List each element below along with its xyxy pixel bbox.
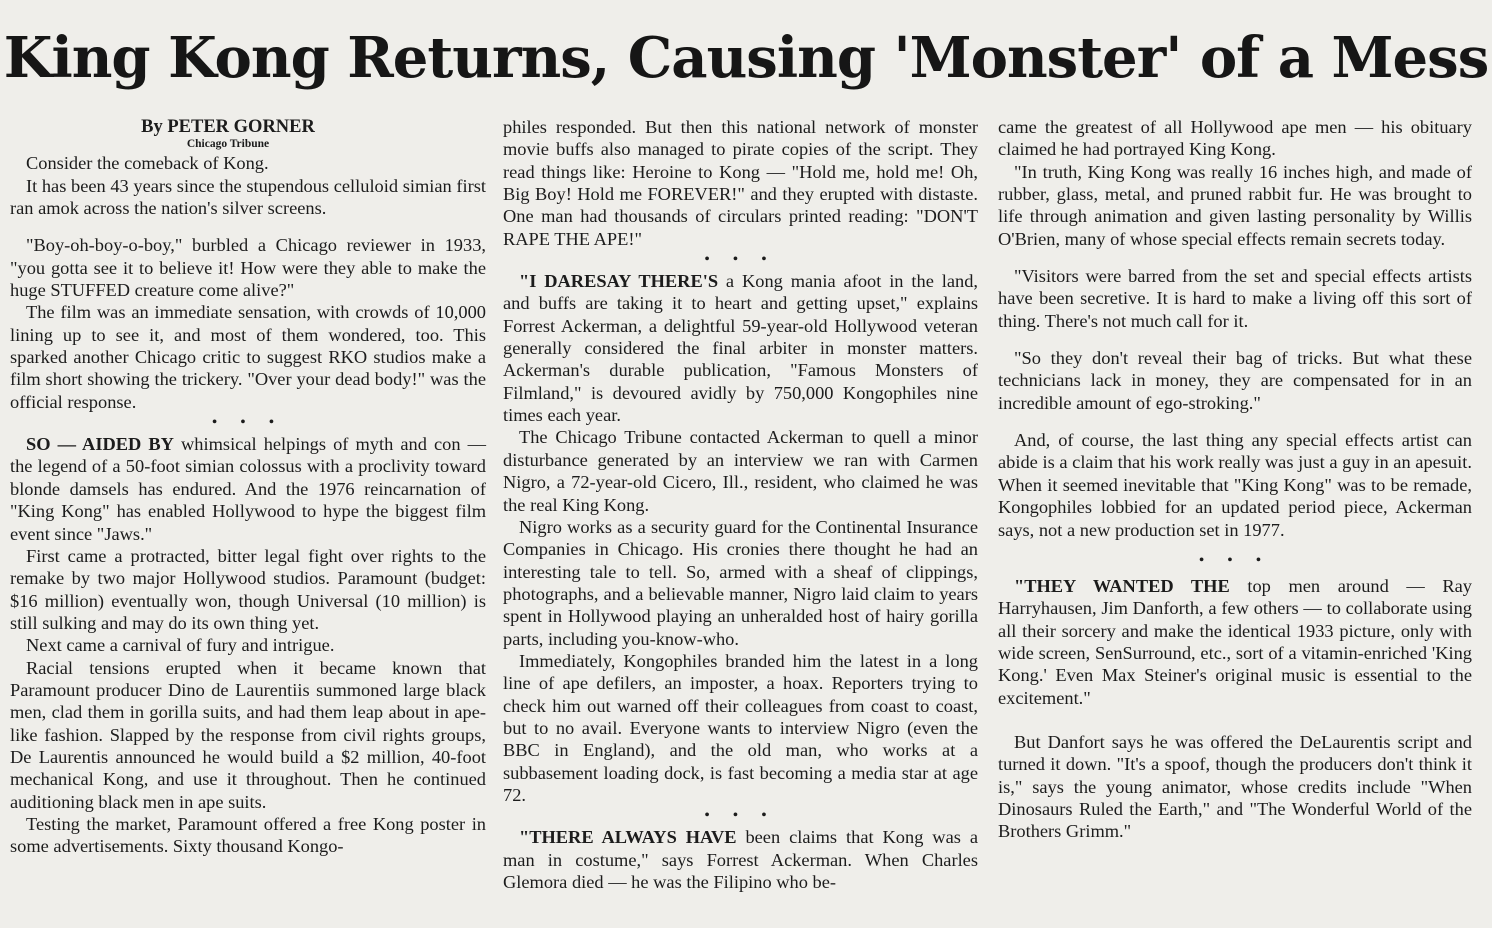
paragraph: It has been 43 years since the stupendous celluloid simian first ran amok across the nation's silver screens. <box>10 175 486 219</box>
paragraph: Nigro works as a security guard for the Continental Insurance Companies in Chicago. His cronies there thought he had an interesting tale to tell. So, armed with a sheaf of clippings, photographs, and a believable manner, Nigro laid claim to years spent in Hollywood playing an unheralded host of hairy gorilla parts, including you-know-who. <box>503 516 978 649</box>
byline: By PETER GORNER <box>141 117 315 137</box>
paragraph: Testing the market, Paramount offered a free Kong poster in some advertisements. Sixty thousand Kongo- <box>10 813 486 857</box>
paragraph: First came a protracted, bitter legal fight over rights to the remake by two major Hollywood studios. Paramount (budget: $16 million) eventually won, though Universal (10 million) is still sulking and may do its own thing yet. <box>10 545 486 633</box>
paragraph-body: whimsical helpings of myth and con — the legend of a 50-foot simian colossus with a proclivity toward blonde damsels has endured. And the 1976 reincarnation of "King Kong" has enabled Hollywood to hype the biggest film event since "Jaws." <box>10 434 487 544</box>
section-separator: • • • <box>704 808 777 824</box>
paragraph <box>10 433 486 545</box>
paragraph: And, of course, the last thing any special effects artist can abide is a claim that his work really was just a guy in an apesuit. When it seemed inevitable that "King Kong" was to be remade, Kongophiles lobbied for an updated period piece, Ackerman says, not a new production set in 1977. <box>998 430 1472 540</box>
paragraph: Racial tensions erupted when it became known that Paramount producer Dino de Laurentiis summoned large black men, clad them in gorilla suits, and had them leap about in ape-like fashion. Slapped by the response from civil rights groups, De Laurentis announced he would build a $2 million, 40-foot mechanical Kong, and use it throughout. Then he continued auditioning black men in ape suits. <box>10 657 486 812</box>
paragraph-lead-in: "THERE ALWAYS HAVE <box>519 827 737 848</box>
paragraph: came the greatest of all Hollywood ape men — his obituary claimed he had portrayed King Kong. <box>998 117 1472 160</box>
paragraph <box>998 575 1472 709</box>
paragraph: Consider the comeback of Kong. <box>26 153 269 174</box>
paragraph: "In truth, King Kong was really 16 inches high, and made of rubber, glass, metal, and pruned rabbit fur. He was brought to life through animation and given lasting personality by Willis O'Brien, many of whose special effects remain secrets today. <box>998 161 1472 249</box>
paragraph: Immediately, Kongophiles branded him the latest in a long line of ape defilers, an imposter, a hoax. Reporters trying to check him out warned off their colleagues from coast to coast, but to no avail. Everyone wants to interview Nigro (even the BBC in England), and the old man, who works at a subbasement loading dock, is fast becoming a media star at age 72. <box>503 650 978 805</box>
section-separator: • • • <box>704 252 777 268</box>
paragraph: "Boy-oh-boy-o-boy," burbled a Chicago reviewer in 1933, "you gotta see it to believe it! How were they able to make the huge STUFFED creature come alive?" <box>10 235 486 301</box>
headline: King Kong Returns, Causing 'Monster' of a Mess <box>3 25 1489 91</box>
paragraph <box>503 826 978 893</box>
paragraph-lead-in: "I DARESAY THERE'S <box>519 271 719 292</box>
paragraph-body: been claims that Kong was a man in costume," says Forrest Ackerman. When Charles Glemora died — he was the Filipino who be- <box>503 827 978 892</box>
column-1 <box>10 116 486 858</box>
paragraph: Next came a carnival of fury and intrigue. <box>26 635 335 656</box>
paragraph: philes responded. But then this national network of monster movie buffs also managed to pirate copies of the script. They read things like: Heroine to Kong — "Hold me, hold me! Oh, Big Boy! Hold me FOREVER!" and they erupted with distaste. One man had thousands of circulars printed reading: "DON'T RAPE THE APE!" <box>503 117 978 249</box>
paragraph-body: top men around — Ray Harryhausen, Jim Danforth, a few others — to collaborate using all their sorcery and make the identical 1933 picture, only with wide screen, SenSurround, etc., sort of a vitamin-enriched 'King Kong.' Even Max Steiner's original music is essential to the excitement." <box>998 575 1472 708</box>
paragraph-lead-in: "THEY WANTED THE <box>1014 575 1230 596</box>
section-separator: • • • <box>1199 552 1271 568</box>
paragraph: The Chicago Tribune contacted Ackerman to quell a minor disturbance generated by an interview we ran with Carmen Nigro, a 72-year-old Cicero, Ill., resident, who claimed he was the real King Kong. <box>503 427 978 515</box>
paragraph-lead-in: SO — AIDED BY <box>26 434 174 455</box>
section-separator: • • • <box>212 415 284 431</box>
paragraph-body: a Kong mania afoot in the land, and buffs are taking it to heart and getting upset," explains Forrest Ackerman, a delightful 59-year-old Hollywood veteran generally considered the final arbiter in monster matters. Ackerman's durable publication, "Famous Monsters of Filmland," is devoured avidly by 750,000 Kongophiles nine times each year. <box>503 271 978 426</box>
paragraph: But Danfort says he was offered the DeLaurentis script and turned it down. "It's a spoof, though the producers don't think it is," says the young animator, whose credits include "When Dinosaurs Ruled the Earth," and "The Wonderful World of the Brothers Grimm." <box>998 731 1472 842</box>
byline-credit: Chicago Tribune <box>186 138 270 151</box>
column-2 <box>503 116 978 893</box>
paragraph <box>503 270 978 426</box>
paragraph: The film was an immediate sensation, with crowds of 10,000 lining up to see it, and most of them wondered, too. This sparked another Chicago critic to suggest RKO studios make a film short showing the trickery. "Over your dead body!" was the official response. <box>10 302 486 412</box>
paragraph: "Visitors were barred from the set and special effects artists have been secretive. It is hard to make a living off this sort of thing. There's not much call for it. <box>998 266 1472 331</box>
paragraph: "So they don't reveal their bag of tricks. But what these technicians lack in money, they are compensated for in an incredible amount of ego-stroking." <box>998 348 1472 413</box>
column-3 <box>998 116 1472 843</box>
